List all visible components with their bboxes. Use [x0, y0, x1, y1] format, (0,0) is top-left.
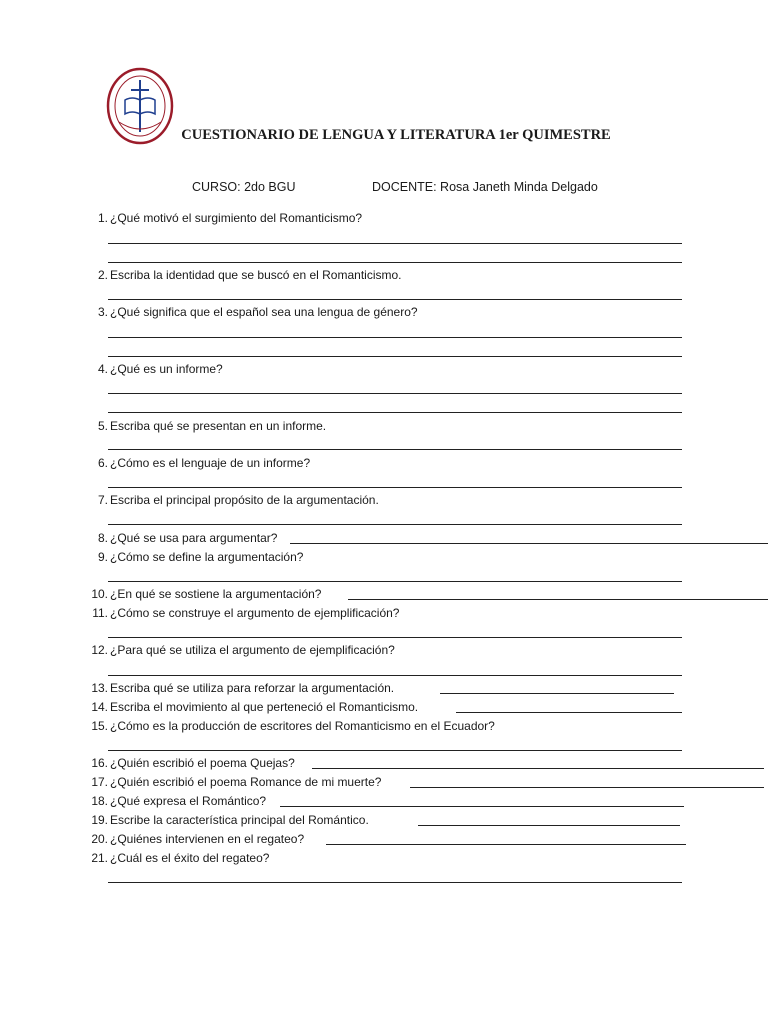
answer-line[interactable]	[108, 337, 682, 338]
question-text: ¿Cómo se construye el argumento de ejemplificación?	[110, 606, 400, 620]
docente-label: DOCENTE: Rosa Janeth Minda Delgado	[372, 180, 598, 194]
question-item	[86, 699, 686, 715]
question-item	[86, 267, 686, 283]
question-item	[86, 549, 686, 565]
answer-line[interactable]	[108, 393, 682, 394]
question-item	[86, 530, 686, 546]
question-item	[86, 755, 686, 771]
question-number: 18.	[91, 794, 108, 808]
answer-line[interactable]	[440, 693, 674, 694]
question-text: ¿Quién escribió el poema Quejas?	[110, 756, 295, 770]
question-number: 10.	[91, 587, 108, 601]
question-number: 20.	[91, 832, 108, 846]
question-text: Escriba qué se utiliza para reforzar la argumentación.	[110, 681, 395, 695]
question-item	[86, 642, 686, 658]
question-number: 8.	[97, 531, 108, 545]
answer-line[interactable]	[326, 844, 686, 845]
curso-label: CURSO: 2do BGU	[192, 180, 296, 194]
question-number: 7.	[97, 493, 108, 507]
question-text: ¿Quiénes intervienen en el regateo?	[110, 832, 305, 846]
answer-line[interactable]	[108, 243, 682, 244]
question-item	[86, 210, 686, 226]
question-text: ¿Cómo se define la argumentación?	[110, 550, 304, 564]
question-number: 15.	[91, 719, 108, 733]
question-text: ¿Cómo es la producción de escritores del Romanticismo en el Ecuador?	[110, 719, 495, 733]
question-item	[86, 304, 686, 320]
question-text: ¿Qué es un informe?	[110, 362, 223, 376]
question-number: 16.	[91, 756, 108, 770]
question-text: ¿Qué expresa el Romántico?	[110, 794, 267, 808]
question-text: ¿En qué se sostiene la argumentación?	[110, 587, 322, 601]
question-number: 6.	[97, 456, 108, 470]
question-number: 5.	[97, 419, 108, 433]
question-text: ¿Quién escribió el poema Romance de mi muerte?	[110, 775, 382, 789]
answer-line[interactable]	[108, 882, 682, 883]
question-item	[86, 831, 686, 847]
page-title: CUESTIONARIO DE LENGUA Y LITERATURA 1er QUIMESTRE	[181, 127, 611, 143]
answer-line[interactable]	[108, 299, 682, 300]
question-number: 14.	[91, 700, 108, 714]
question-text: Escriba qué se presentan en un informe.	[110, 419, 327, 433]
question-item	[86, 455, 686, 471]
question-text: ¿Qué se usa para argumentar?	[110, 531, 278, 545]
answer-line[interactable]	[108, 412, 682, 413]
question-item	[86, 586, 686, 602]
question-text: ¿Qué motivó el surgimiento del Romanticismo?	[110, 211, 363, 225]
question-item	[86, 361, 686, 377]
question-item	[86, 680, 686, 696]
question-number: 9.	[97, 550, 108, 564]
answer-line[interactable]	[410, 787, 764, 788]
answer-line[interactable]	[290, 543, 768, 544]
question-text: ¿Qué significa que el español sea una lengua de género?	[110, 305, 418, 319]
question-text: Escriba la identidad que se buscó en el Romanticismo.	[110, 268, 402, 282]
answer-line[interactable]	[348, 599, 768, 600]
question-item	[86, 718, 686, 734]
answer-line[interactable]	[456, 712, 682, 713]
question-item	[86, 812, 686, 828]
question-number: 4.	[97, 362, 108, 376]
answer-line[interactable]	[108, 262, 682, 263]
question-number: 3.	[97, 305, 108, 319]
answer-line[interactable]	[108, 675, 682, 676]
question-number: 13.	[91, 681, 108, 695]
question-number: 11.	[92, 606, 108, 620]
answer-line[interactable]	[108, 750, 682, 751]
question-item	[86, 774, 686, 790]
question-text: Escribe la característica principal del Romántico.	[110, 813, 369, 827]
question-number: 12.	[91, 643, 108, 657]
question-number: 17.	[91, 775, 108, 789]
question-text: ¿Para qué se utiliza el argumento de ejemplificación?	[110, 643, 395, 657]
question-text: Escriba el movimiento al que perteneció el Romanticismo.	[110, 700, 419, 714]
question-text: ¿Cuál es el éxito del regateo?	[110, 851, 270, 865]
answer-line[interactable]	[108, 637, 682, 638]
question-item	[86, 793, 686, 809]
answer-line[interactable]	[108, 524, 682, 525]
question-number: 1.	[97, 211, 108, 225]
question-text: ¿Cómo es el lenguaje de un informe?	[110, 456, 311, 470]
answer-line[interactable]	[108, 581, 682, 582]
answer-line[interactable]	[108, 356, 682, 357]
answer-line[interactable]	[108, 449, 682, 450]
question-text: Escriba el principal propósito de la argumentación.	[110, 493, 379, 507]
question-item	[86, 605, 686, 621]
answer-line[interactable]	[418, 825, 680, 826]
question-number: 19.	[91, 813, 108, 827]
answer-line[interactable]	[108, 487, 682, 488]
answer-line[interactable]	[280, 806, 684, 807]
question-item	[86, 492, 686, 508]
question-item	[86, 850, 686, 866]
question-item	[86, 418, 686, 434]
question-number: 21.	[91, 851, 108, 865]
answer-line[interactable]	[312, 768, 764, 769]
question-number: 2.	[97, 268, 108, 282]
